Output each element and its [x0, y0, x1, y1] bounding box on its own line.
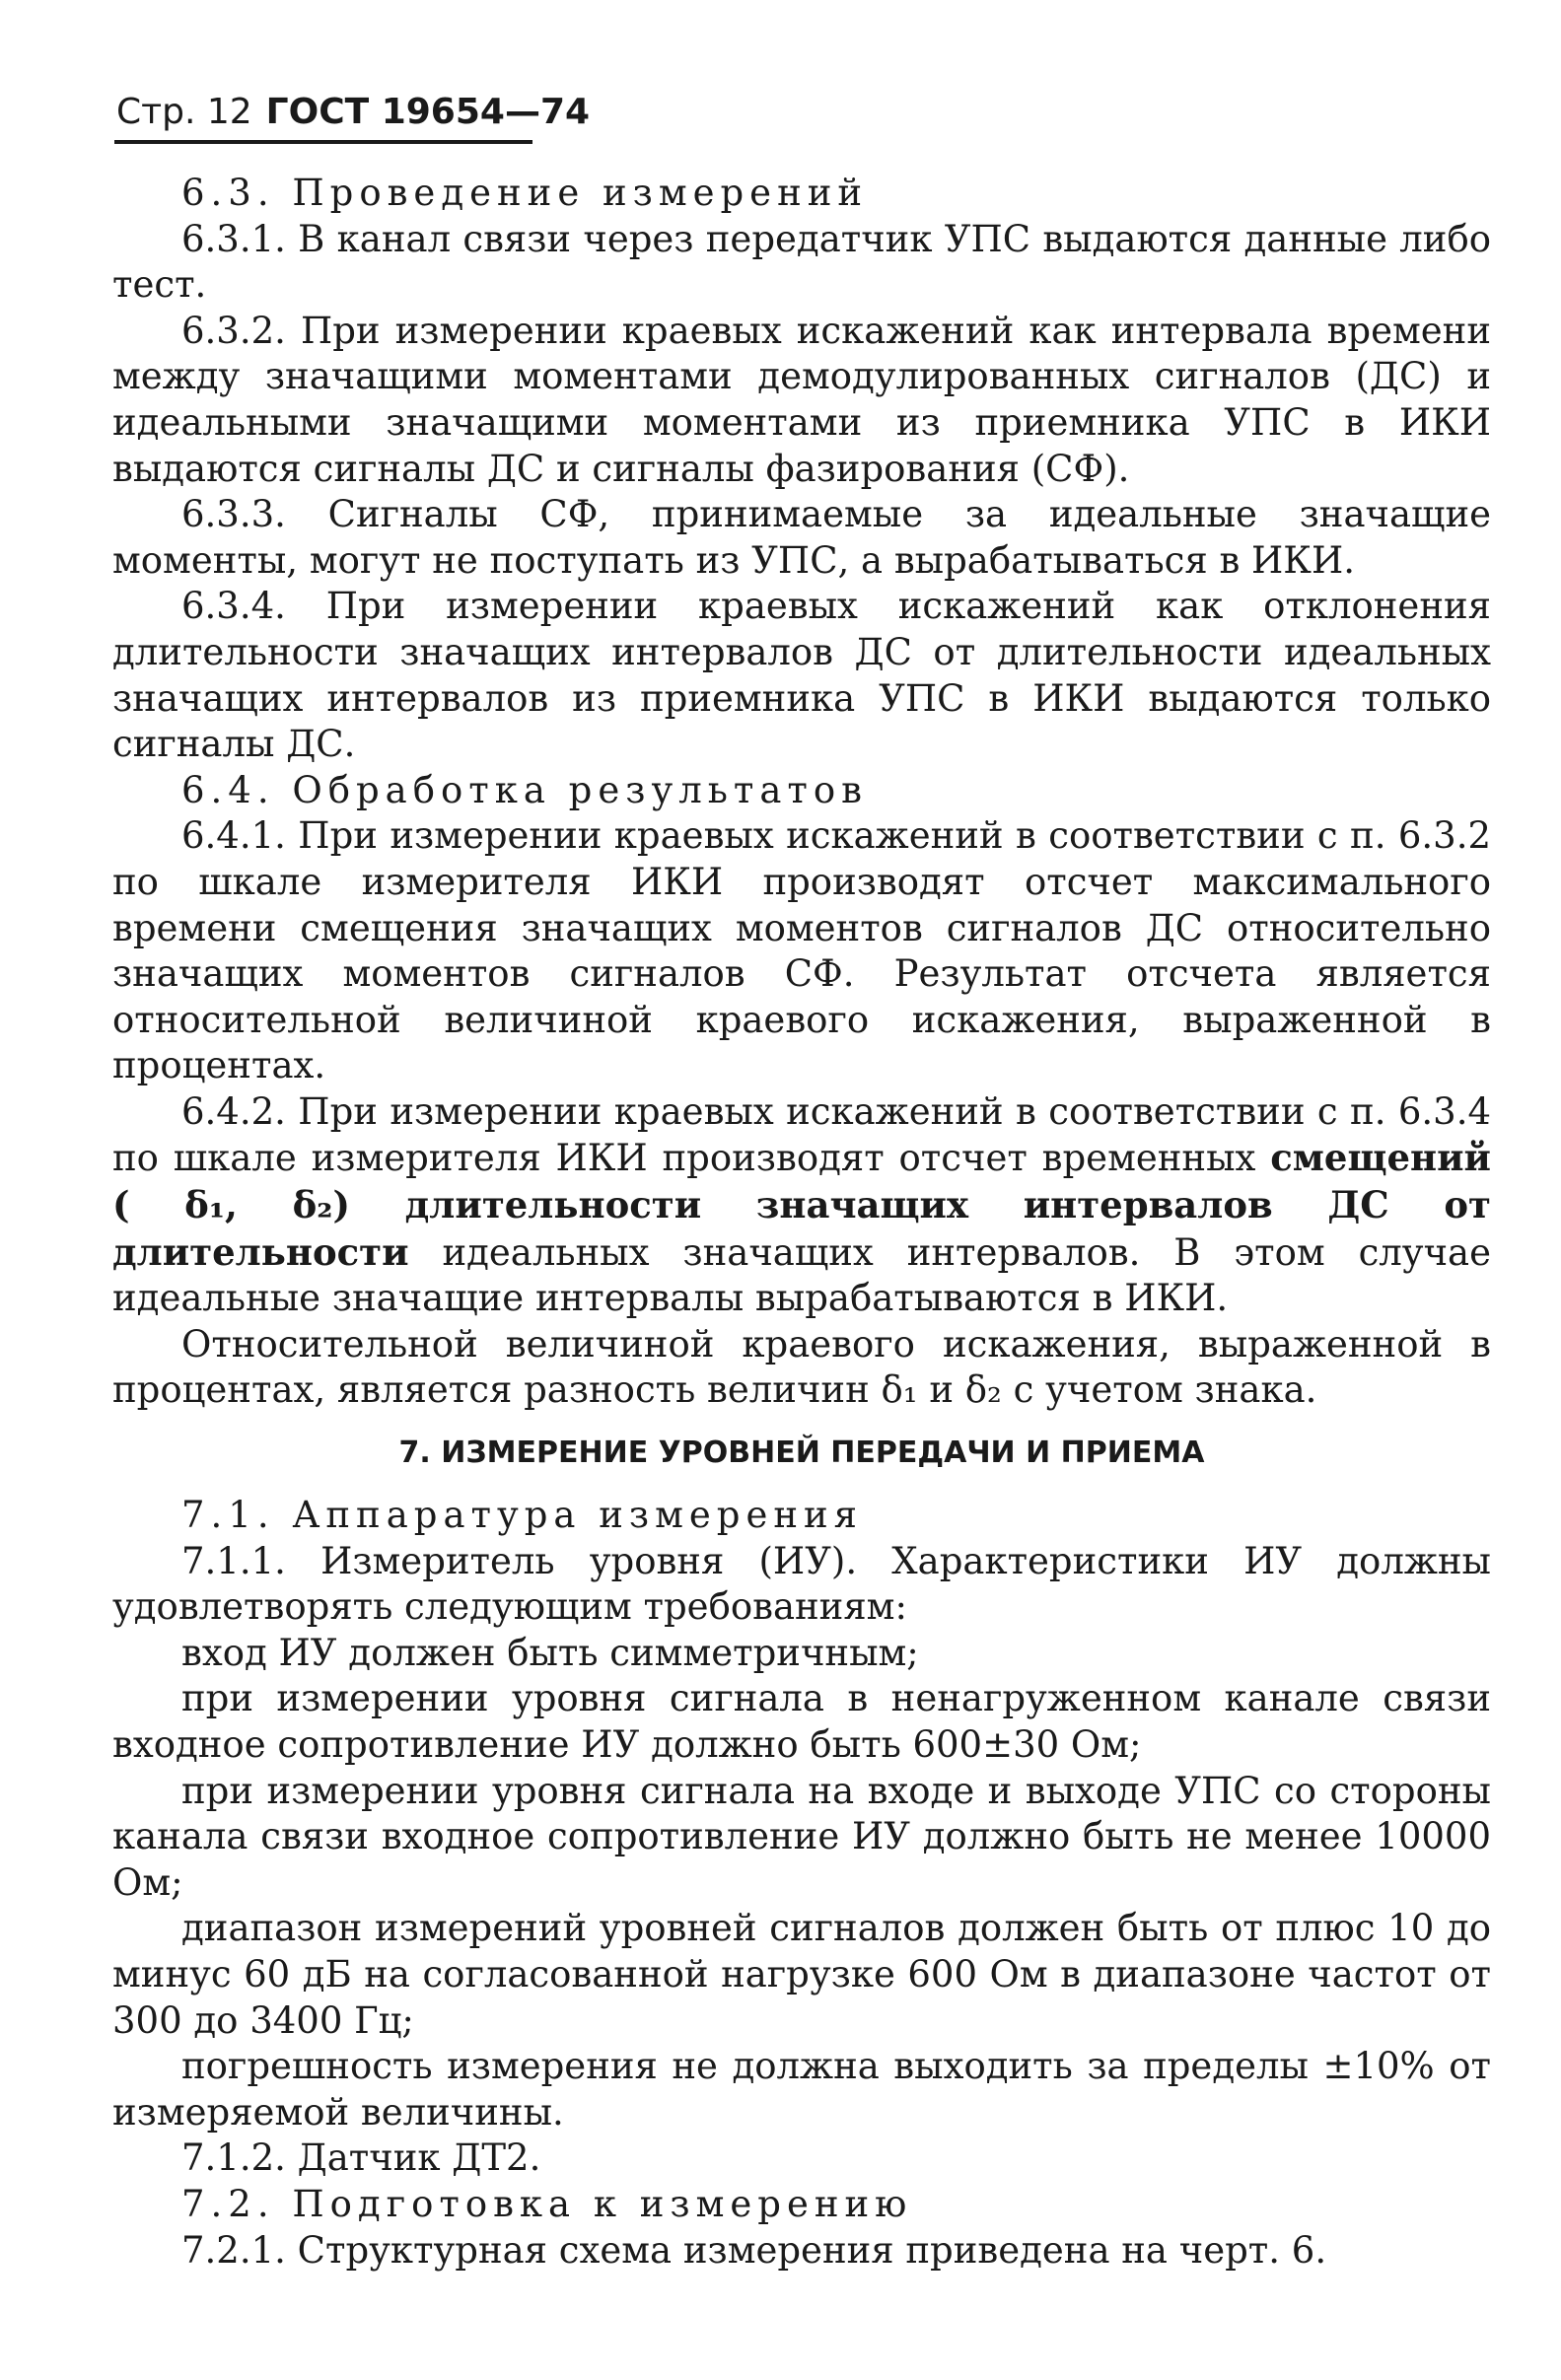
paragraph: 6.3.1. В канал связи через передатчик УПС выдаются данные либо тест. [112, 217, 1491, 307]
subsection-heading: 7.1. Аппаратура измерения [181, 1494, 864, 1537]
requirement-item: диапазон измерений уровней сигналов должен быть от плюс 10 до минус 60 дБ на согласованной нагрузке 600 Ом в диапазоне частот от 300 до 3400 Гц; [112, 1907, 1491, 2042]
paragraph: 6.3.2. При измерении краевых искажений как интервала времени между значащими моментами демодулированных сигналов (ДС) и идеальными значащими моментами из приемника УПС в ИКИ выдаются сигналы ДС и сигналы фазирования (СФ). [112, 309, 1491, 490]
requirement-item: при измерении уровня сигнала в ненагруженном канале связи входное сопротивление ИУ должно быть 600±30 Ом; [112, 1677, 1491, 1766]
section-title: 7. ИЗМЕРЕНИЕ УРОВНЕЙ ПЕРЕДАЧИ И ПРИЕМА [398, 1435, 1205, 1471]
requirement-item: при измерении уровня сигнала на входе и выходе УПС со стороны канала связи входное сопротивление ИУ должно быть не менее 10000 Ом; [112, 1769, 1491, 1904]
paragraph: 7.1.2. Датчик ДТ2. [181, 2136, 541, 2180]
standard-designation: ГОСТ 19654—74 [265, 92, 591, 132]
paragraph: 7.2.1. Структурная схема измерения приведена на черт. 6. [181, 2228, 1327, 2272]
text-run: идеальных значащих интервалов. В этом случае идеальные значащие интервалы вырабатываются в ИКИ. [112, 1230, 1491, 1320]
page-header [116, 91, 590, 134]
requirement-item: погрешность измерения не должна выходить за пределы ±10% от измеряемой величины. [112, 2045, 1491, 2134]
subsection-heading: 7.2. Подготовка к измерению [181, 2182, 913, 2225]
paragraph: Относительной величиной краевого искажения, выраженной в процентах, является разность величин δ₁ и δ₂ с учетом знака. [112, 1322, 1491, 1412]
document-body [112, 171, 1491, 2274]
subsection-heading: 6.3. Проведение измерений [181, 172, 869, 214]
bold-text-run: смещений ( δ₁, δ₂) длительности значащих интервалов ДС от длительности [112, 1136, 1491, 1274]
header-rule [114, 140, 532, 144]
paragraph: 6.4.1. При измерении краевых искажений в соответствии с п. 6.3.2 по шкале измерителя ИКИ производят отсчет максимального времени смещения значащих моментов сигналов ДС относительно значащих моментов сигналов СФ. Результат отсчета является относительной величиной краевого искажения, выраженной в процентах. [112, 814, 1491, 1087]
requirement-item: вход ИУ должен быть симметричным; [181, 1631, 919, 1674]
paragraph: 7.1.1. Измеритель уровня (ИУ). Характеристики ИУ должны удовлетворять следующим требованиям: [112, 1539, 1491, 1629]
paragraph: 6.3.3. Сигналы СФ, принимаемые за идеальные значащие моменты, могут не поступать из УПС, а вырабатываться в ИКИ. [112, 493, 1491, 582]
subsection-heading: 6.4. Обработка результатов [181, 768, 868, 811]
text-run: 6.4.2. При измерении краевых искажений в соответствии с п. 6.3.4 по шкале измерителя ИКИ производят отсчет временных [112, 1089, 1491, 1180]
paragraph [112, 1089, 1491, 1322]
page-number: Стр. 12 [116, 92, 252, 132]
paragraph: 6.3.4. При измерении краевых искажений как отклонения длительности значащих интервалов ДС от длительности идеальных значащих интервалов из приемника УПС в ИКИ выдаются только сигналы ДС. [112, 585, 1491, 766]
